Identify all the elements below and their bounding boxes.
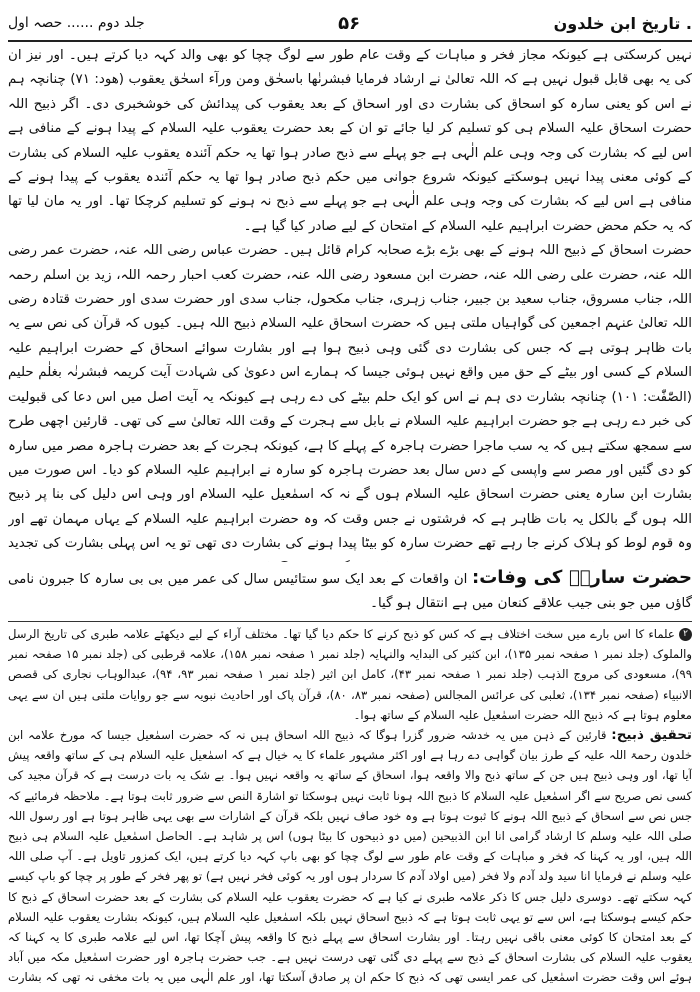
section-text: ان واقعات کے بعد ایک سو ستائیس سال کی عمر میں بی بی سارہ کا جبرون نامی گاؤں میں جو بنی جیب علاقے کنعان میں ہے انتقال ہو گیا۔ bbox=[8, 572, 692, 612]
page-number: ۵۶ bbox=[338, 12, 361, 34]
footnote-ref-marker bbox=[278, 561, 291, 562]
footnote-marker: ۲ bbox=[679, 628, 692, 641]
quote-end-note bbox=[155, 561, 273, 562]
footnote-subheading: تحقیق ذبیح: bbox=[611, 727, 692, 744]
paragraph-text: نہیں کرسکتی ہے کیونکہ مجاز فخر و مباہات کے وقت عام طور سے لوگ چچا کو بھی والد کہہ دیا کرتے ہیں۔ اور نیز ان کی یہ بھی قابل قبول نہیں ہے کہ اللہ تعالیٰ نے ارشاد فرمایا فبشرنٰھا باسحٰق ومن ورآء اسحٰق یعقوب (ھود: ۷۱) چنانچہ ہم نے اس کو یعنی سارہ کو اسحاق کی بشارت دی اور اسحاق کے بعد یعقوب کی پیدائش کی خوشخبری دی۔ اگر ذبیح اللہ حضرت اسحاق علیہ السلام ہی کو تسلیم کر لیا جائے تو ان کے بعد حضرت یعقوب علیہ السلام کے پیدا ہونے کے منافی ہے اس لیے کہ بشارت کی وجہ وہی علم الٰہی ہے جو پہلے سے ذبح صادر ہوا تھا یہ حکم آئندہ یعقوب علیہ السلام کی بشارت کے کوئی معنی پیدا نہیں ہوسکتے کیونکہ شروع جوانی میں حکم ذبح صادر ہوا تھا یہ حکم آئندہ یعقوب کے پیدا ہونے کے منافی ہے اس لیے کہ بشارت کی وجہ وہی علم الٰہی ہے جو پہلے سے ذبح نہ ہونے کو تسلیم کرچکا تھا۔ اور یہ مان لیا تھا کہ یہ حکم محض حضرت ابراہیم علیہ السلام کے امتحان کے لیے صادر کیا گیا ہے۔ bbox=[8, 48, 692, 234]
footnote bbox=[8, 624, 692, 725]
paragraph bbox=[8, 239, 692, 562]
section-sarah-death bbox=[8, 566, 692, 618]
volume-part: جلد دوم ...... حصہ اول bbox=[8, 15, 145, 31]
book-title: . تاریخ ابن خلدون bbox=[553, 13, 692, 33]
main-text bbox=[8, 44, 692, 562]
footnote bbox=[8, 725, 692, 990]
footnote-text: علماء کا اس بارے میں سخت اختلاف ہے کہ کس کو ذبح کرنے کا حکم دیا گیا تھا۔ مختلف آراء کے لیے دیکھئے علامہ طبری کی تاریخ الرسل والملوک (جلد نمبر ۱ صفحہ نمبر ۱۳۵)، ابن کثیر کی البدایہ والنہایہ (جلد نمبر ۱ صفحہ نمبر ۱۵۸)، علامہ قرطبی کی (جلد نمبر ۱۵ صفحہ نمبر ۹۹)، مسعودی کی مروج الذہب (جلد نمبر ۱ صفحہ نمبر ۴۳)، کامل ابن اثیر (جلد نمبر ۱ صفحہ نمبر ۹۳، ۹۴)، عبدالوہاب نجاری کی قصص الانبیاء (صفحہ نمبر ۱۳۴)، ثعلبی کی عرائس المجالس (صفحہ نمبر ۸۳، ۸۰)، قرآن پاک اور احادیث نبویہ سے جو روایات ملتی ہیں ان سے یہی معلوم ہوتا ہے کہ ذبیح اللہ حضرت اسمٰعیل علیہ السلام کے ساتھ ہوا۔ bbox=[8, 627, 692, 722]
section-title: حضرت سارہؓ کی وفات: bbox=[472, 567, 692, 588]
footnote-divider bbox=[8, 621, 692, 622]
paragraph bbox=[8, 44, 692, 239]
page-header bbox=[8, 6, 692, 42]
paragraph-text: حضرت اسحاق کے ذبیح اللہ ہونے کے بھی بڑے بڑے صحابہ کرام قائل ہیں۔ حضرت عباس رضی اللہ عنہ، حضرت عمر رضی اللہ عنہ، حضرت علی رضی اللہ عنہ، حضرت ابن مسعود رضی اللہ عنہ، حضرت کعب احبار رحمہ اللہ، زید بن اسلم رحمہ اللہ، جناب مسروق، جناب سعید بن جبیر، جناب زہری، جناب مکحول، جناب سدی اور حضرت سدی اور حضرت قتادہ رضی اللہ تعالیٰ عنہم اجمعین کی گواہیاں ملتی ہیں کہ حضرت اسحاق علیہ السلام ذبیح اللہ ہیں۔ کیوں کہ قرآن کی نص سے یہ بات ظاہر ہوتی ہے کہ جس کی بشارت دی گئی وہی ذبیح ہوا ہے اور بشارت سوائے اسحاق کے حضرت ابراہیم علیہ السلام کے کسی اور بیٹے کے حق میں واقع نہیں ہوئی جیسا کہ ہمارے اس دعویٰ کی شہادت آیت کریمہ فبشرنٰہ بغلٰم حلیم (الصّٰفّٰت: ۱۰۱) چنانچہ بشارت دی ہم نے اس کو ایک حلم بیٹے کی دے رہی ہے کیونکہ یہ آیت اصل میں اس دعا کی قبولیت کی خبر دے رہی ہے جو حضرت ابراہیم علیہ السلام نے بابل سے ہجرت کے وقت اللہ تعالیٰ سے کی تھی۔ قارئین اچھی طرح سے سمجھ سکتے ہیں کہ یہ سب ماجرا حضرت ہاجرہ کے پہلے کا ہے، کیونکہ ہجرت کے بعد حضرت ہاجرہ مصر میں سارہ کو دی گئیں اور مصر سے واپسی کے دس سال بعد حضرت ہاجرہ کو سارہ نے ابراہیم علیہ السلام کو دیا۔ اس صورت میں بشارت ابن سارہ یعنی حضرت اسحاق علیہ السلام ہوں گے نہ کہ اسمٰعیل علیہ السلام اور وہی اس دلیل کی بنا پر ذبیح اللہ ہوں گے بالکل یہ بات ظاہر ہے کہ فرشتوں نے جس وقت کہ وہ حضرت ابراہیم علیہ السلام کے یہاں مہمان تھے اور وہ قوم لوط کو ہلاک کرنے جا رہے تھے حضرت سارہ کو بیٹا پیدا ہونے کی بشارت دی تھی تو یہ اس پہلی بشارت کی تجدید bbox=[8, 243, 692, 552]
footnote-text: قارئین کے ذہن میں یہ خدشہ ضرور گزرا ہوگا کہ ذبیح اللہ اسحاق ہیں نہ کہ حضرت اسمٰعیل جیسا کہ مورخ علامہ ابن خلدون رحمۃ اللہ علیہ کے طرز بیان گواہی دے رہا ہے اور اکثر مشہور علماء کا یہ خیال ہے کہ اسمٰعیل علیہ السلام ہی کے ساتھ واقعہ پیش آیا تھا، اور وہی ذبیح ہیں جن کے ساتھ ذبح والا واقعہ ہوا، اسحاق کے ساتھ یہ واقعہ نہیں ہوا۔ بے شک یہ بات درست ہے کہ قرآن مجید کی کسی نص صریح سے اگر اسمٰعیل علیہ السلام کا ذبیح اللہ ہونا ثابت نہیں ہوسکتا تو اشارۃ النص سے ضرور ثابت ہوتا ہے۔ ملاحظہ فرمائیے کہ جس نص سے اسحاق کے ذبیح اللہ ہونے کا ثبوت ہوتا ہے وہ خود صاف نہیں بلکہ قرآن کے اشارات سے بھی یہی ظاہر ہوتا ہے اور رسول اللہ صلی اللہ علیہ وسلم کا ارشاد گرامی انا ابن الذبیحین (میں دو ذبیحوں کا بیٹا ہوں) اس پر شاہد ہے۔ الحاصل اسمٰعیل علیہ السلام ہی ذبیح اللہ ہیں، اور یہ کہنا کہ فخر و مباہات کے وقت عام طور سے لوگ چچا کو بھی باپ کہہ دیا کرتے ہیں، ایک کمزور تاویل ہے۔ آپ صلی اللہ علیہ وسلم نے فرمایا انا سید ولد آدم ولا فخر (میں اولاد آدم کا سردار ہوں اور یہ کوئی فخر نہیں ہے) تو پھر فخر کے طور پر چچا کو باپ کیسے کہہ سکتے تھے۔ دوسری دلیل جس کا ذکر علامہ طبری نے کیا ہے کہ حضرت یعقوب علیہ السلام کی بشارت کے بعد حضرت اسحاق کے ذبح کا حکم کیسے ہوسکتا ہے، اس سے تو یہی ثابت ہوتا ہے کہ ذبیح اسحاق نہیں بلکہ اسمٰعیل علیہ السلام ہیں، کیونکہ بشارت یعقوب علیہ السلام کے بعد امتحان کا کوئی معنی باقی نہیں رہتا۔ اور بشارت اسحاق سے پہلے ذبح کا واقعہ پیش آچکا تھا، اس لیے علامہ طبری کا یہ کہنا کہ یعقوب علیہ السلام کی بشارت اسحاق کے ذبح سے پہلے دی گئی تھی درست نہیں ہے۔ جب حضرت ہاجرہ اور حضرت اسمٰعیل مکہ میں آباد ہوئے اس وقت حضرت اسمٰعیل کی عمر ایسی تھی کہ ذبح کا حکم ان پر صادق آسکتا تھا، اور علم الٰہی میں یہ بات مخفی نہ تھی کہ بشارت bbox=[8, 728, 692, 985]
footnotes bbox=[8, 624, 692, 990]
